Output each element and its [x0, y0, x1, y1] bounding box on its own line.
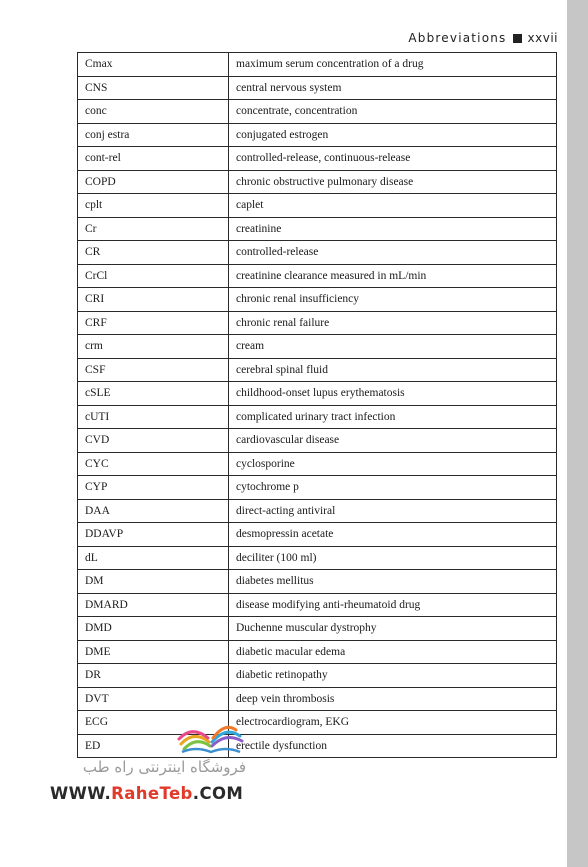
section-title: Abbreviations — [408, 31, 507, 45]
abbreviation-cell: cUTI — [78, 405, 229, 429]
meaning-cell: central nervous system — [229, 76, 557, 100]
abbreviation-cell: DMD — [78, 617, 229, 641]
url-brand: RaheTeb — [111, 784, 193, 803]
table-row — [78, 452, 557, 476]
meaning-cell: creatinine — [229, 217, 557, 241]
meaning-cell: diabetic macular edema — [229, 640, 557, 664]
table-row — [78, 617, 557, 641]
meaning-cell: diabetes mellitus — [229, 570, 557, 594]
watermark — [48, 722, 288, 812]
open-book-logo-icon — [176, 722, 246, 758]
abbreviation-cell: CRF — [78, 311, 229, 335]
abbreviations-table-body — [78, 53, 557, 758]
meaning-cell: controlled-release, continuous-release — [229, 147, 557, 171]
meaning-cell: direct-acting antiviral — [229, 499, 557, 523]
table-row — [78, 264, 557, 288]
table-row — [78, 358, 557, 382]
table-row — [78, 335, 557, 359]
page-edge-strip — [567, 0, 588, 867]
meaning-cell: erectile dysfunction — [229, 734, 557, 758]
abbreviation-cell: conj estra — [78, 123, 229, 147]
table-row — [78, 570, 557, 594]
table-row — [78, 640, 557, 664]
table-row — [78, 546, 557, 570]
meaning-cell: diabetic retinopathy — [229, 664, 557, 688]
meaning-cell: deciliter (100 ml) — [229, 546, 557, 570]
table-row — [78, 499, 557, 523]
abbreviation-cell: cplt — [78, 194, 229, 218]
abbreviation-cell: DR — [78, 664, 229, 688]
table-row — [78, 170, 557, 194]
meaning-cell: cyclosporine — [229, 452, 557, 476]
abbreviation-cell: DDAVP — [78, 523, 229, 547]
table-row — [78, 53, 557, 77]
abbreviation-cell: Cr — [78, 217, 229, 241]
abbreviation-cell: Cmax — [78, 53, 229, 77]
meaning-cell: controlled-release — [229, 241, 557, 265]
meaning-cell: cytochrome p — [229, 476, 557, 500]
abbreviation-cell: CVD — [78, 429, 229, 453]
meaning-cell: chronic obstructive pulmonary disease — [229, 170, 557, 194]
meaning-cell: cardiovascular disease — [229, 429, 557, 453]
table-row — [78, 311, 557, 335]
meaning-cell: concentrate, concentration — [229, 100, 557, 124]
abbreviation-cell: CYC — [78, 452, 229, 476]
table-row — [78, 664, 557, 688]
abbreviation-cell: DM — [78, 570, 229, 594]
table-row — [78, 593, 557, 617]
abbreviation-cell: CRI — [78, 288, 229, 312]
abbreviation-cell: ECG — [78, 711, 229, 735]
table-row — [78, 288, 557, 312]
meaning-cell: Duchenne muscular dystrophy — [229, 617, 557, 641]
table-row — [78, 76, 557, 100]
meaning-cell: conjugated estrogen — [229, 123, 557, 147]
table-row — [78, 194, 557, 218]
meaning-cell: electrocardiogram, EKG — [229, 711, 557, 735]
abbreviation-cell: crm — [78, 335, 229, 359]
meaning-cell: maximum serum concentration of a drug — [229, 53, 557, 77]
table-row — [78, 241, 557, 265]
abbreviation-cell: DMARD — [78, 593, 229, 617]
meaning-cell: cream — [229, 335, 557, 359]
table-row — [78, 217, 557, 241]
meaning-cell: desmopressin acetate — [229, 523, 557, 547]
table-row — [78, 429, 557, 453]
meaning-cell: caplet — [229, 194, 557, 218]
abbreviation-cell: conc — [78, 100, 229, 124]
abbreviation-cell: COPD — [78, 170, 229, 194]
abbreviation-cell: CSF — [78, 358, 229, 382]
page-number: xxvii — [527, 31, 558, 45]
abbreviation-cell: dL — [78, 546, 229, 570]
abbreviation-cell: CrCl — [78, 264, 229, 288]
abbreviation-cell: cont-rel — [78, 147, 229, 171]
meaning-cell: cerebral spinal fluid — [229, 358, 557, 382]
table-row — [78, 523, 557, 547]
abbreviation-cell: DAA — [78, 499, 229, 523]
url-prefix: WWW. — [50, 784, 112, 803]
meaning-cell: complicated urinary tract infection — [229, 405, 557, 429]
meaning-cell: deep vein thrombosis — [229, 687, 557, 711]
watermark-persian-text: فروشگاه اینترنتی راه طب — [82, 758, 246, 776]
table-row — [78, 476, 557, 500]
meaning-cell: creatinine clearance measured in mL/min — [229, 264, 557, 288]
abbreviation-cell: ED — [78, 734, 229, 758]
abbreviation-cell: CR — [78, 241, 229, 265]
table-row — [78, 687, 557, 711]
abbreviations-table — [77, 52, 557, 758]
table-row — [78, 382, 557, 406]
url-suffix: .COM — [192, 784, 244, 803]
abbreviation-cell: CYP — [78, 476, 229, 500]
square-bullet-icon — [513, 34, 522, 43]
table-row — [78, 100, 557, 124]
meaning-cell: chronic renal insufficiency — [229, 288, 557, 312]
abbreviation-cell: cSLE — [78, 382, 229, 406]
table-row — [78, 405, 557, 429]
abbreviation-cell: DME — [78, 640, 229, 664]
table-row — [78, 147, 557, 171]
table-row — [78, 123, 557, 147]
meaning-cell: disease modifying anti-rheumatoid drug — [229, 593, 557, 617]
running-header — [408, 31, 558, 45]
meaning-cell: childhood-onset lupus erythematosis — [229, 382, 557, 406]
abbreviation-cell: DVT — [78, 687, 229, 711]
watermark-url — [50, 784, 243, 803]
meaning-cell: chronic renal failure — [229, 311, 557, 335]
abbreviation-cell: CNS — [78, 76, 229, 100]
